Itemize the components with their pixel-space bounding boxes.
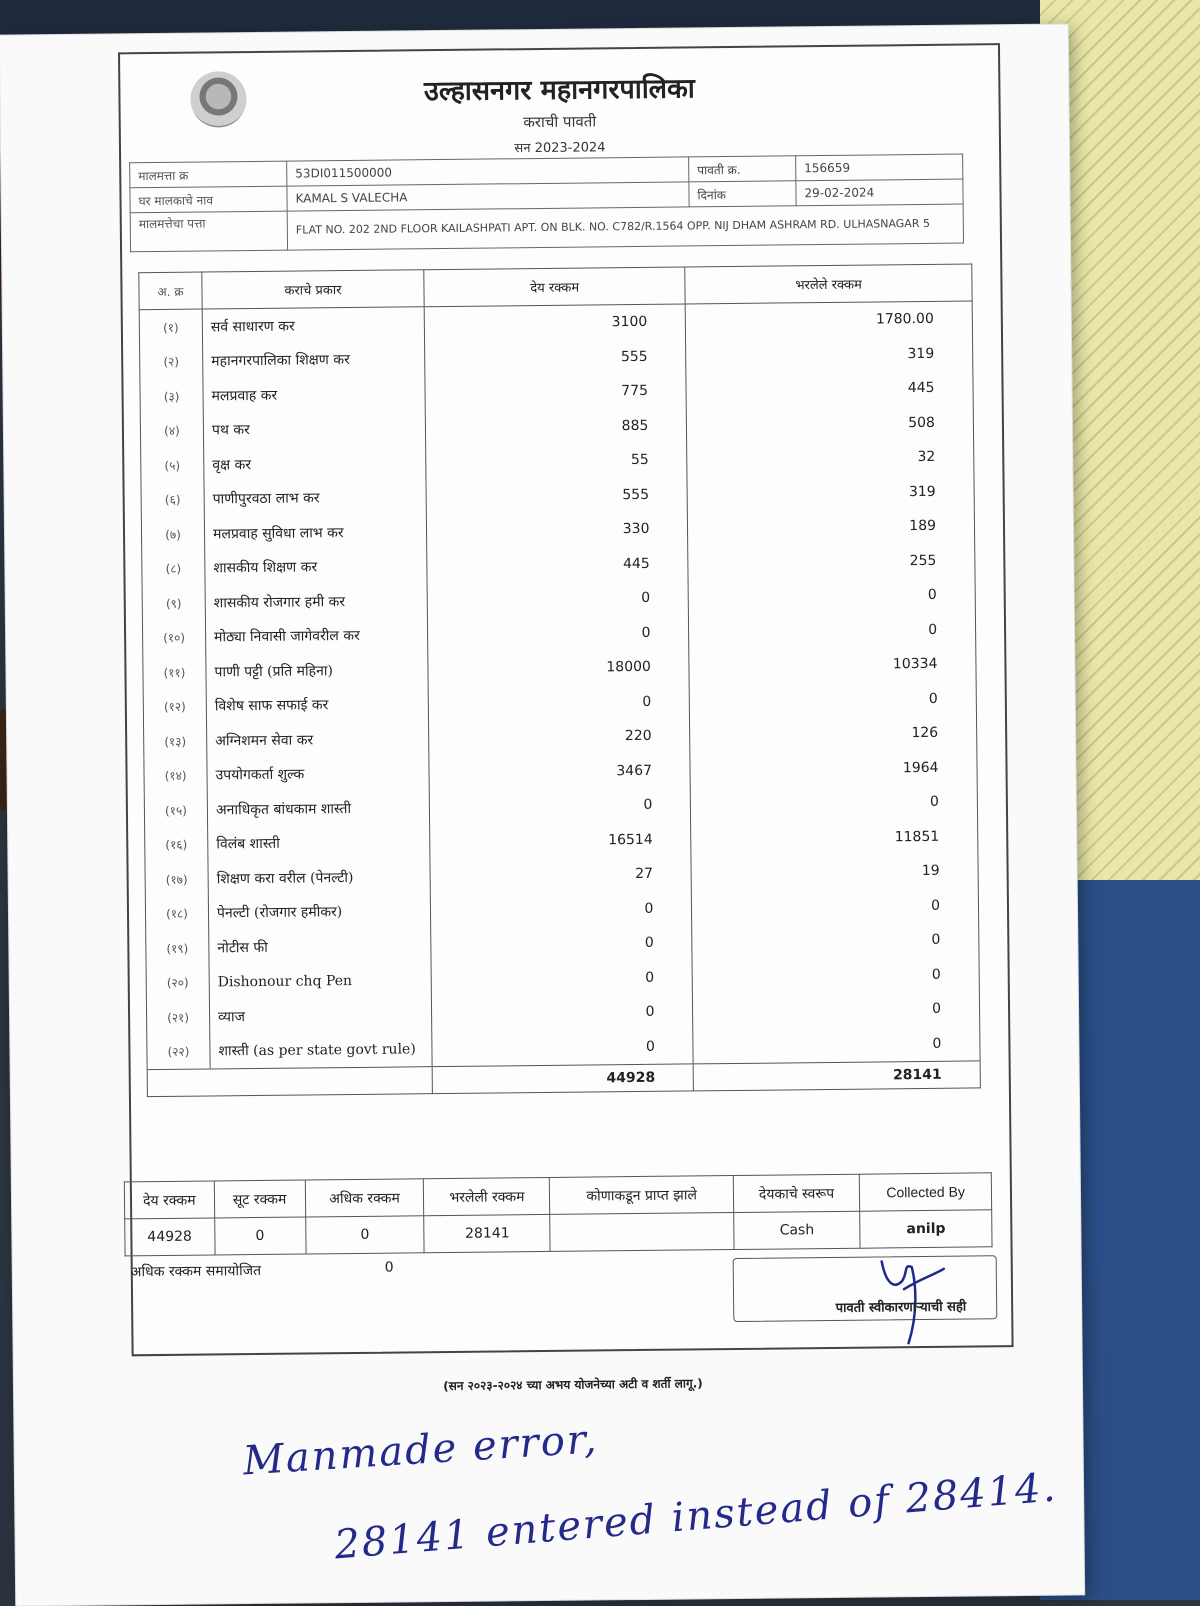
tax-row-due: 220 xyxy=(429,718,691,755)
owner-label: घर मालकाचे नाव xyxy=(130,186,287,213)
tax-row-paid: 508 xyxy=(687,405,974,442)
total-due: 44928 xyxy=(432,1064,694,1094)
tax-row-paid: 0 xyxy=(693,1026,980,1064)
tax-row-due: 0 xyxy=(427,615,689,652)
excess-adjusted-label: अधिक रक्कम समायोजित xyxy=(130,1262,262,1281)
summary-header-paid: भरलेली रक्कम xyxy=(424,1177,550,1215)
tax-row-serial: (३) xyxy=(140,379,203,414)
totals-spacer xyxy=(147,1067,432,1097)
tax-row-serial: (१४) xyxy=(144,758,207,793)
tax-row-due: 330 xyxy=(426,511,688,548)
tax-row-paid: 1780.00 xyxy=(686,301,973,339)
tax-row-type: पेनल्टी (रोजगार हमीकर) xyxy=(208,894,430,931)
tax-row-serial: (८) xyxy=(142,551,205,586)
tax-row-due: 3100 xyxy=(424,304,686,342)
tax-row-serial: (११) xyxy=(143,655,206,690)
tax-row-type: विशेष साफ सफाई कर xyxy=(206,687,428,724)
summary-header-received-from: कोणाकडून प्राप्त झाले xyxy=(550,1176,734,1215)
receipt-date: 29-02-2024 xyxy=(796,179,963,206)
tax-row-due: 555 xyxy=(425,339,687,376)
tax-row-paid: 319 xyxy=(686,336,973,373)
tax-row-type: मलप्रवाह सुविधा लाभ कर xyxy=(204,514,426,551)
date-label: दिनांक xyxy=(689,181,796,207)
tax-row-serial: (४) xyxy=(140,413,203,448)
tax-row-type: विलंब शास्ती xyxy=(208,825,430,862)
col-header-tax-type: कराचे प्रकार xyxy=(202,270,424,309)
summary-header-discount: सूट रक्कम xyxy=(214,1180,305,1218)
tax-row-type: शास्ती (as per state govt rule) xyxy=(210,1032,432,1069)
tax-row-paid: 11851 xyxy=(691,819,978,856)
tax-row-type: उपयोगकर्ता शुल्क xyxy=(207,756,429,793)
payment-summary-table xyxy=(124,1172,993,1256)
summary-excess: 0 xyxy=(305,1216,424,1254)
tax-row-paid: 0 xyxy=(690,681,977,718)
tax-row-type: व्याज xyxy=(209,997,431,1034)
tax-row-serial: (१५) xyxy=(144,793,207,828)
tax-row-serial: (२) xyxy=(140,344,203,379)
tax-row-type: शासकीय शिक्षण कर xyxy=(205,549,427,586)
tax-row-paid: 10334 xyxy=(689,646,976,683)
receipt-form xyxy=(118,43,1014,1394)
tax-row-serial: (१) xyxy=(139,309,202,345)
tax-row-due: 0 xyxy=(430,891,692,928)
property-no: 53DI011500000 xyxy=(287,157,689,186)
tax-row-serial: (१८) xyxy=(145,896,208,931)
tax-row-paid: 0 xyxy=(692,888,979,925)
summary-header-collected-by: Collected By xyxy=(860,1173,992,1211)
tax-row-due: 0 xyxy=(431,994,693,1031)
tax-row-due: 55 xyxy=(426,442,688,479)
tax-row-paid: 0 xyxy=(691,784,978,821)
tax-row-type: मोठ्या निवासी जागेवरील कर xyxy=(205,618,427,655)
tax-row-type: सर्व साधारण कर xyxy=(202,307,424,344)
summary-header-excess: अधिक रक्कम xyxy=(305,1179,424,1217)
tax-row-due: 0 xyxy=(431,960,693,997)
col-header-amount-paid: भरलेले रक्कम xyxy=(685,264,972,304)
tax-row-paid: 126 xyxy=(690,715,977,752)
tax-row-serial: (२१) xyxy=(146,999,209,1034)
tax-row-due: 0 xyxy=(431,925,693,962)
tax-row-paid: 189 xyxy=(688,508,975,545)
receipt-subtitle: कराची पावती xyxy=(523,112,597,132)
tax-row-serial: (२०) xyxy=(146,965,209,1000)
tax-row-type: पथ कर xyxy=(203,411,425,448)
financial-year: सन 2023-2024 xyxy=(514,140,606,157)
corporation-title: उल्हासनगर महानगरपालिका xyxy=(423,73,695,108)
tax-row-serial: (१६) xyxy=(145,827,208,862)
tax-row-due: 27 xyxy=(430,856,692,893)
tax-row-type: Dishonour chq Pen xyxy=(209,963,431,1000)
summary-header-payment-mode: देयकाचे स्वरूप xyxy=(733,1174,860,1212)
tax-row-due: 445 xyxy=(427,546,689,583)
tax-row-serial: (१३) xyxy=(144,724,207,759)
tax-row-due: 16514 xyxy=(430,822,692,859)
receipt-no-label: पावती क्र. xyxy=(689,156,796,182)
summary-collected-by: anilp xyxy=(860,1210,992,1248)
tax-row-type: नोटीस फी xyxy=(209,928,431,965)
tax-row-due: 555 xyxy=(426,477,688,514)
tax-row-type: वृक्ष कर xyxy=(204,445,426,482)
tax-row-due: 0 xyxy=(432,1029,694,1067)
tax-row-due: 18000 xyxy=(428,649,690,686)
address-label: मालमत्तेचा पत्ता xyxy=(130,211,287,252)
handwritten-note-line1: Manmade error, xyxy=(241,1416,600,1485)
property-info-table xyxy=(129,154,964,253)
summary-due: 44928 xyxy=(125,1218,215,1256)
handwritten-note-line2: 28141 entered instead of 28414. xyxy=(332,1464,1059,1569)
tax-row-paid: 445 xyxy=(686,370,973,407)
tax-row-type: पाणी पट्टी (प्रति महिना) xyxy=(206,652,428,689)
tax-row-due: 0 xyxy=(427,580,689,617)
tax-row-due: 0 xyxy=(428,684,690,721)
tax-row-type: अनाधिकृत बांधकाम शास्ती xyxy=(207,790,429,827)
col-header-amount-due: देय रक्कम xyxy=(424,267,686,307)
tax-row-serial: (५) xyxy=(141,448,204,483)
receipt-paper xyxy=(0,24,1084,1605)
total-paid: 28141 xyxy=(694,1061,981,1091)
tax-row-paid: 0 xyxy=(692,922,979,959)
signature-box xyxy=(733,1255,998,1322)
excess-adjusted-value: 0 xyxy=(384,1259,394,1276)
tax-row-due: 885 xyxy=(425,408,687,445)
tax-row-serial: (१९) xyxy=(146,930,209,965)
receipt-no: 156659 xyxy=(796,154,963,181)
tax-row-serial: (१२) xyxy=(143,689,206,724)
col-header-serial: अ. क्र xyxy=(139,272,202,310)
tax-row-due: 775 xyxy=(425,373,687,410)
summary-paid: 28141 xyxy=(424,1214,550,1252)
tax-row-serial: (१०) xyxy=(142,620,205,655)
tax-row-paid: 1964 xyxy=(690,750,977,787)
tax-row-type: शिक्षण करा वरील (पेनल्टी) xyxy=(208,859,430,896)
property-address: FLAT NO. 202 2ND FLOOR KAILASHPATI APT. ON BLK. NO. C782/R.1564 OPP. NIJ DHAM ASHRAM RD. ULHASNAGAR 5 xyxy=(287,204,963,250)
tax-row-due: 0 xyxy=(429,787,691,824)
summary-received-from xyxy=(550,1213,734,1252)
tax-row-paid: 32 xyxy=(687,439,974,476)
summary-discount: 0 xyxy=(214,1217,305,1255)
tax-row-type: अग्निशमन सेवा कर xyxy=(207,721,429,758)
signature-label: पावती स्वीकारणाऱ्याची सही xyxy=(835,1299,967,1316)
tax-row-serial: (१७) xyxy=(145,862,208,897)
tax-row-serial: (९) xyxy=(142,586,205,621)
tax-row-due: 3467 xyxy=(429,753,691,790)
tax-row-type: महानगरपालिका शिक्षण कर xyxy=(203,342,425,379)
owner-name: KAMAL S VALECHA xyxy=(287,182,689,211)
summary-header-due: देय रक्कम xyxy=(124,1181,214,1219)
tax-row-serial: (२२) xyxy=(147,1034,210,1070)
tax-row-paid: 319 xyxy=(687,474,974,511)
tax-row-paid: 255 xyxy=(688,543,975,580)
tax-row-serial: (७) xyxy=(141,517,204,552)
tax-row-serial: (६) xyxy=(141,482,204,517)
property-no-label: मालमत्ता क्र xyxy=(130,161,287,188)
tax-row-paid: 0 xyxy=(688,577,975,614)
scheme-footnote: (सन २०२३-२०२४ च्या अभय योजनेच्या अटी व शर्ती लागू.) xyxy=(443,1376,703,1394)
tax-breakdown-table xyxy=(138,263,981,1097)
tax-row-paid: 19 xyxy=(691,853,978,890)
tax-row-type: मलप्रवाह कर xyxy=(203,376,425,413)
tax-row-type: पाणीपुरवठा लाभ कर xyxy=(204,480,426,517)
tax-row-paid: 0 xyxy=(689,612,976,649)
tax-row-type: शासकीय रोजगार हमी कर xyxy=(205,583,427,620)
summary-payment-mode: Cash xyxy=(734,1211,861,1249)
tax-row-paid: 0 xyxy=(693,991,980,1028)
tax-row-paid: 0 xyxy=(692,957,979,994)
